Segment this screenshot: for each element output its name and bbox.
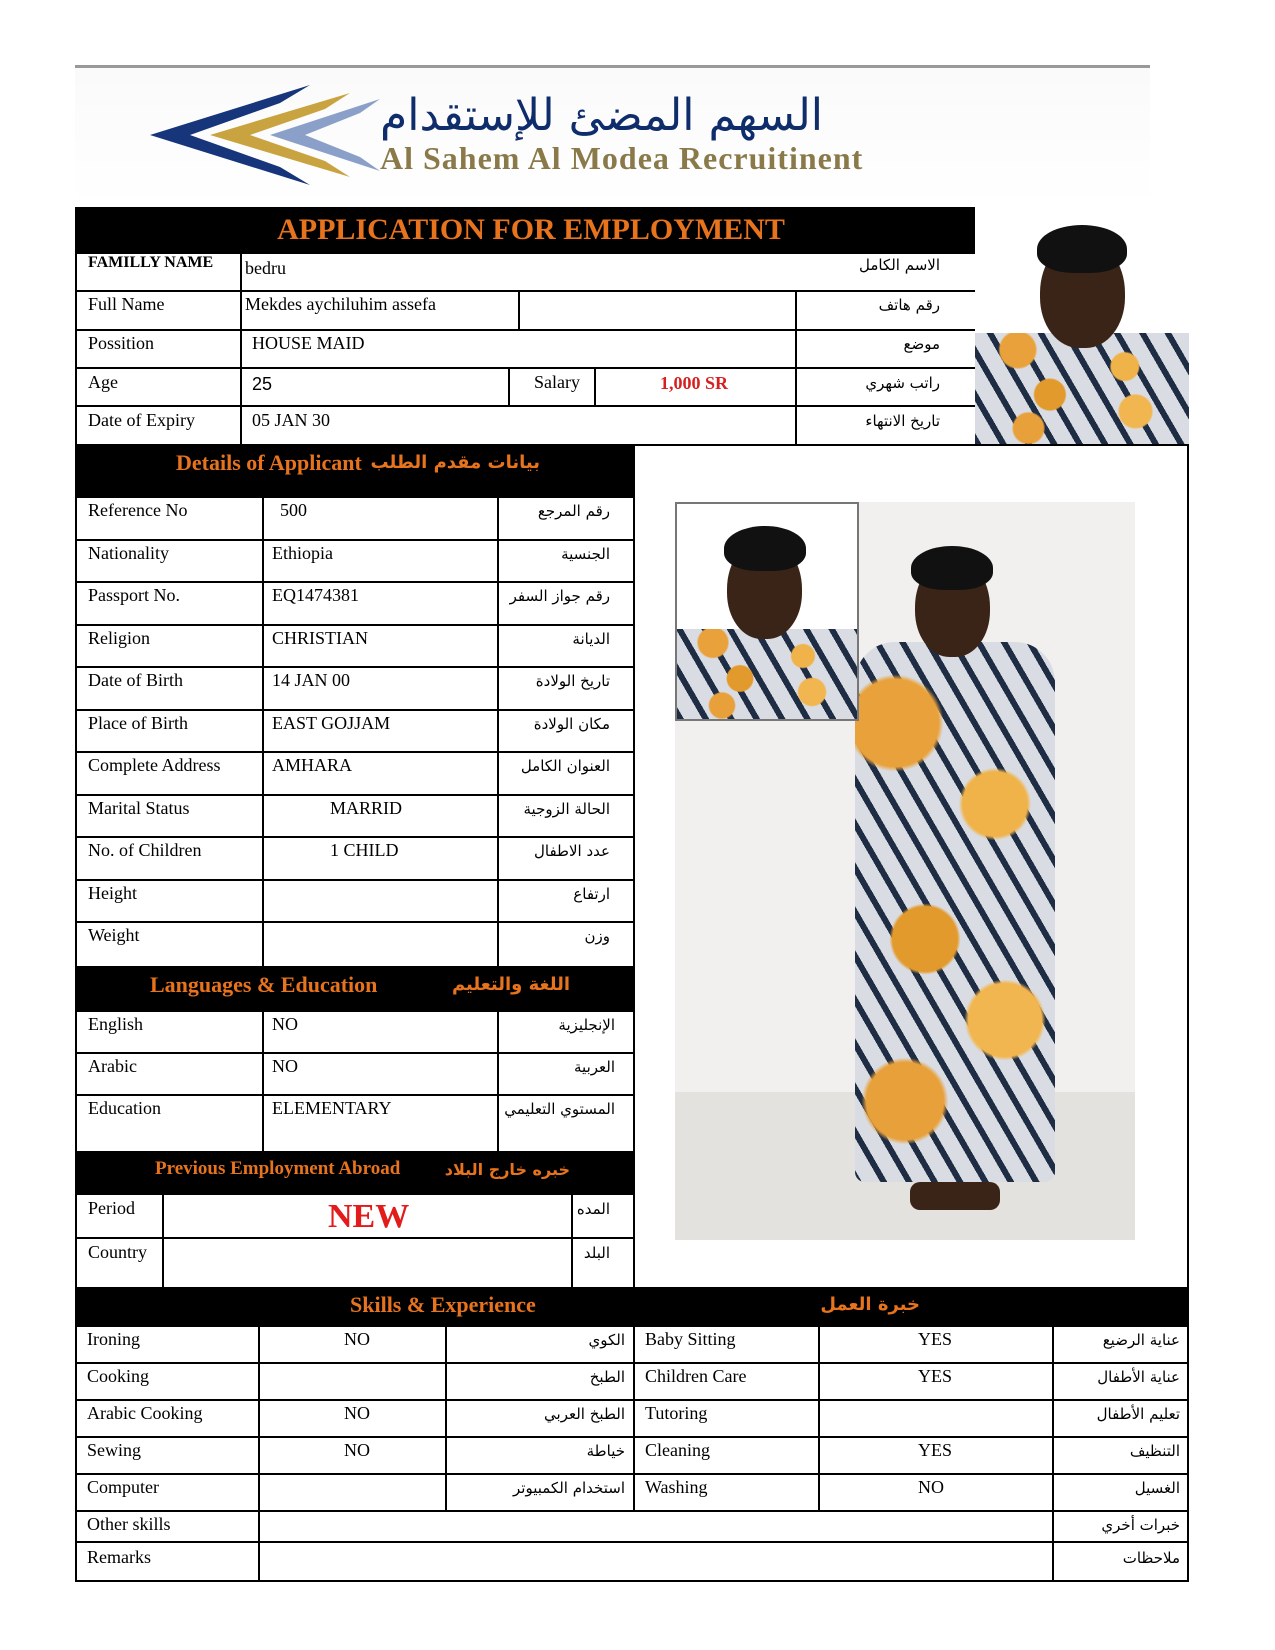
skills-row-line (75, 1399, 1189, 1401)
skill-label-ar: استخدام الكمبيوتر (513, 1479, 625, 1497)
skill-label: Arabic Cooking (87, 1403, 203, 1423)
remarks-label-ar: ملاحظات (1122, 1549, 1180, 1567)
skill-label: Ironing (87, 1329, 140, 1349)
company-name-english: Al Sahem Al Modea Recruitinent (380, 140, 864, 176)
details-row-line (75, 709, 635, 711)
details-row-line (75, 966, 635, 968)
skill-value: YES (918, 1440, 953, 1460)
family-name-label-ar: الاسم الكامل (858, 256, 940, 274)
details-title: Details of Applicant (176, 450, 362, 475)
details-label-ar: ارتفاع (573, 885, 610, 903)
details-row-line (75, 624, 635, 626)
skill-label-ar: الكوي (588, 1331, 625, 1349)
skill-label: Computer (87, 1477, 159, 1497)
language-label-ar: الإنجليزية (558, 1016, 615, 1034)
details-label: Passport No. (88, 585, 181, 605)
previous-title-ar: خبره خارج البلاد (444, 1160, 570, 1179)
language-label: Education (88, 1098, 161, 1118)
details-row-line (75, 581, 635, 583)
application-title: APPLICATION FOR EMPLOYMENT (277, 213, 785, 246)
details-row-line (75, 539, 635, 541)
country-label: Country (88, 1242, 148, 1262)
details-row-line (75, 879, 635, 881)
skill-label-ar: عناية الرضيع (1102, 1331, 1180, 1349)
skills-row-line (75, 1473, 1189, 1475)
language-value: NO (272, 1014, 298, 1034)
language-row-line (75, 1094, 635, 1096)
details-row-line (75, 666, 635, 668)
details-value: EQ1474381 (272, 585, 359, 605)
skill-value: NO (344, 1403, 370, 1423)
details-label: Height (88, 883, 137, 903)
skill-label-ar: الطبخ العربي (544, 1405, 625, 1423)
details-label: Weight (88, 925, 140, 945)
details-label: Religion (88, 628, 150, 648)
language-label: Arabic (88, 1056, 137, 1076)
details-value: AMHARA (272, 755, 353, 775)
details-label: Complete Address (88, 755, 221, 775)
skills-row-line (75, 1436, 1189, 1438)
details-label-ar: الحالة الزوجية (523, 800, 610, 818)
details-row-line (75, 836, 635, 838)
skill-value: NO (344, 1329, 370, 1349)
details-value: CHRISTIAN (272, 628, 369, 648)
country-label-ar: البلد (583, 1244, 610, 1262)
period-value: NEW (328, 1198, 410, 1235)
details-label-ar: رقم المرجع (537, 502, 610, 520)
expiry-value: 05 JAN 30 (252, 410, 331, 430)
inset-passport-photo (675, 502, 859, 721)
language-value: NO (272, 1056, 298, 1076)
skill-value: YES (918, 1329, 953, 1349)
skills-col-line (633, 1325, 635, 1510)
salary-label: Salary (534, 372, 580, 392)
passport-photo (975, 203, 1189, 445)
details-label-ar: العنوان الكامل (520, 757, 610, 775)
language-label-ar: العربية (574, 1058, 615, 1076)
period-label: Period (88, 1198, 135, 1218)
expiry-label-ar: تاريخ الانتهاء (865, 412, 940, 430)
skill-label-ar: تعليم الأطفال (1096, 1405, 1180, 1423)
skill-value: NO (918, 1477, 944, 1497)
details-label-ar: الديانة (572, 630, 610, 648)
phone-label-ar: رقم هاتف (878, 296, 940, 314)
expiry-label: Date of Expiry (88, 410, 195, 430)
skills-row-line (75, 1510, 1189, 1512)
skills-row-line (75, 1362, 1189, 1364)
skill-label: Sewing (87, 1440, 141, 1460)
details-value: 1 CHILD (330, 840, 399, 860)
skills-title-bar (75, 1289, 1189, 1325)
skills-col-line (258, 1325, 260, 1582)
details-label: Marital Status (88, 798, 190, 818)
language-value: ELEMENTARY (272, 1098, 392, 1118)
previous-title: Previous Employment Abroad (155, 1158, 401, 1179)
details-col-line (262, 496, 264, 968)
details-label-ar: تاريخ الولادة (535, 672, 610, 690)
skill-label-ar: التنظيف (1129, 1442, 1180, 1460)
languages-border (75, 968, 77, 1153)
position-value: HOUSE MAID (252, 333, 365, 353)
salary-label-ar: راتب شهري (865, 374, 940, 392)
details-title-ar: بيانات مقدم الطلب (370, 452, 540, 473)
skill-label-ar: خياطة (586, 1442, 625, 1460)
family-name-label: FAMILLY NAME (88, 254, 214, 271)
skills-row-line (75, 1580, 1189, 1582)
skill-label-ar: الغسيل (1134, 1479, 1180, 1497)
full-name-value: Mekdes aychiluhim assefa (245, 294, 436, 314)
skill-label: Baby Sitting (645, 1329, 736, 1349)
details-label: No. of Children (88, 840, 202, 860)
skills-row-line (75, 1325, 1189, 1327)
skills-border (1187, 1289, 1189, 1582)
skills-title: Skills & Experience (350, 1292, 536, 1317)
skills-row-line (75, 1541, 1189, 1543)
salary-value: 1,000 SR (660, 373, 729, 393)
position-label: Possition (88, 333, 155, 353)
age-value: 25 (252, 374, 273, 394)
details-label-ar: الجنسية (561, 545, 610, 563)
company-logo-icon (150, 85, 380, 185)
details-value: MARRID (330, 798, 403, 818)
skill-label: Children Care (645, 1366, 747, 1386)
details-row-line (75, 496, 635, 498)
details-label-ar: عدد الاطفال (534, 842, 610, 860)
details-row-line (75, 794, 635, 796)
skills-title-ar: خبرة العمل (820, 1294, 920, 1315)
skill-label: Washing (645, 1477, 708, 1497)
skills-border (75, 1289, 77, 1582)
details-label-ar: وزن (584, 927, 610, 945)
languages-col-line (262, 1010, 264, 1151)
details-value: 500 (280, 500, 307, 520)
position-label-ar: موضع (903, 335, 940, 353)
language-row-line (75, 1052, 635, 1054)
language-label: English (88, 1014, 144, 1034)
details-label: Nationality (88, 543, 169, 563)
details-label: Place of Birth (88, 713, 188, 733)
company-name-arabic: السهم المضئ للإستقدام (380, 90, 823, 141)
details-value: Ethiopia (272, 543, 333, 563)
skills-col-line (445, 1325, 447, 1510)
languages-col-line (497, 1010, 499, 1151)
skill-label-ar: الطبخ (589, 1368, 625, 1386)
skill-value: YES (918, 1366, 953, 1386)
other-skills-label-ar: خبرات أخري (1101, 1516, 1180, 1534)
skill-label: Cleaning (645, 1440, 710, 1460)
details-col-line (497, 496, 499, 968)
details-label-ar: رقم جواز السفر (509, 587, 610, 605)
details-label: Date of Birth (88, 670, 183, 690)
languages-title: Languages & Education (150, 972, 378, 997)
details-value: 14 JAN 00 (272, 670, 351, 690)
skill-label-ar: عناية الأطفال (1097, 1368, 1180, 1386)
skills-col-line (1052, 1325, 1054, 1582)
details-row-line (75, 921, 635, 923)
family-name-value: bedru (245, 258, 286, 278)
details-row-line (75, 751, 635, 753)
skill-value: NO (344, 1440, 370, 1460)
details-label: Reference No (88, 500, 188, 520)
details-value: EAST GOJJAM (272, 713, 391, 733)
language-label-ar: المستوي التعليمي (504, 1100, 615, 1118)
other-skills-label: Other skills (87, 1514, 171, 1534)
language-row-line (75, 1010, 635, 1012)
details-label-ar: مكان الولادة (533, 715, 610, 733)
remarks-label: Remarks (87, 1547, 151, 1567)
age-label: Age (88, 372, 118, 392)
full-name-label: Full Name (88, 294, 165, 314)
skills-col-line (818, 1325, 820, 1510)
skill-label: Tutoring (645, 1403, 708, 1423)
details-border (75, 446, 77, 968)
period-label-ar: المده (576, 1200, 610, 1218)
languages-title-ar: اللغة والتعليم (451, 974, 570, 995)
skill-label: Cooking (87, 1366, 150, 1386)
